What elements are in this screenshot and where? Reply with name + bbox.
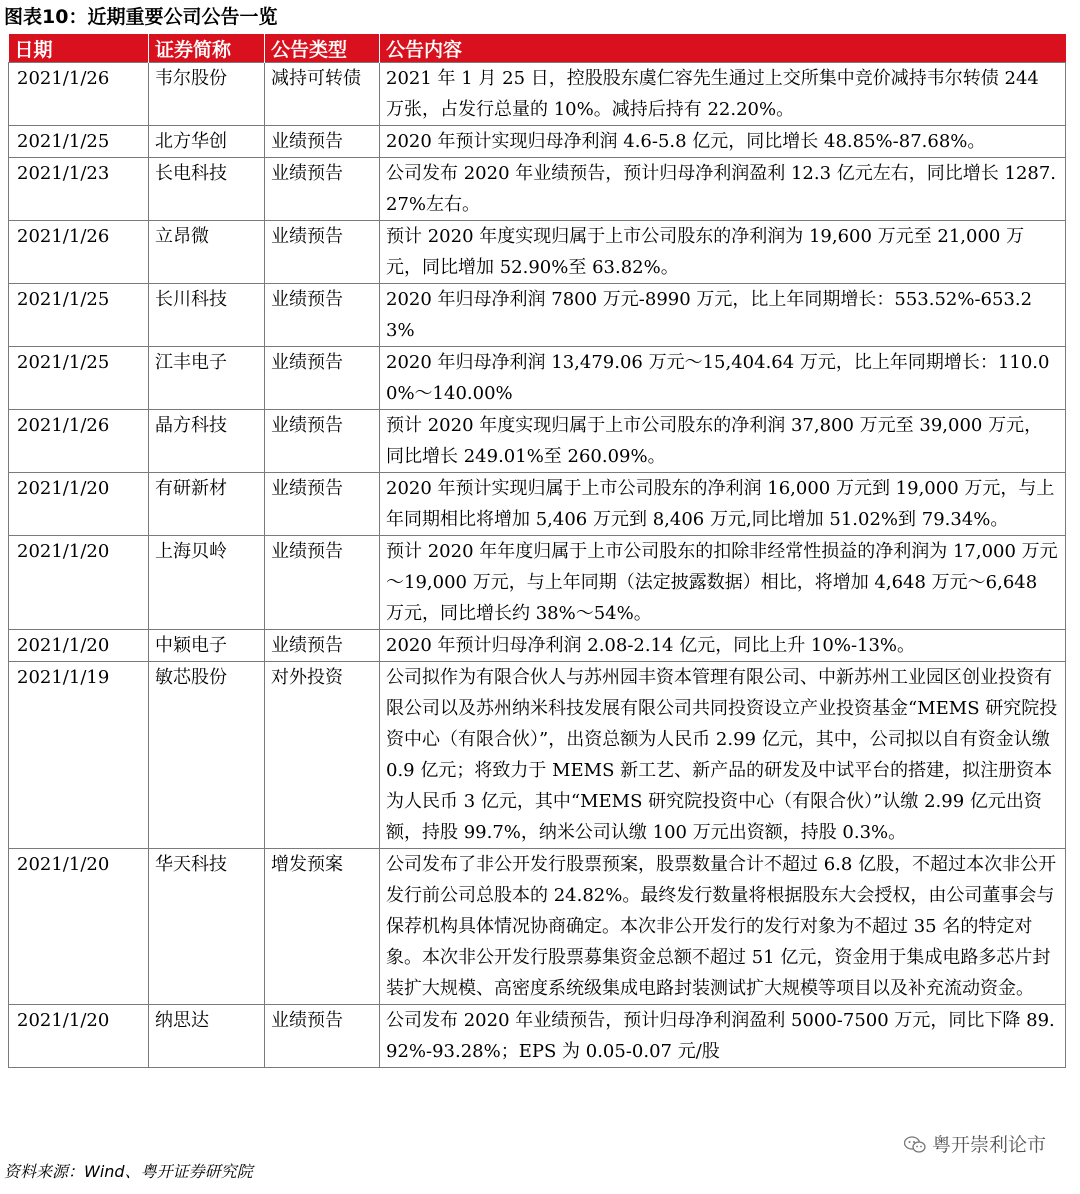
cell-announcement-type: 增发预案 — [265, 849, 380, 1005]
cell-announcement-type: 对外投资 — [265, 662, 380, 849]
cell-announcement-content: 2020 年预计实现归母净利润 4.6-5.8 亿元，同比增长 48.85%-87.68%。 — [380, 126, 1066, 158]
table-row — [9, 126, 1066, 158]
cell-announcement-type: 业绩预告 — [265, 536, 380, 630]
cell-announcement-content: 2021 年 1 月 25 日，控股股东虞仁容先生通过上交所集中竞价减持韦尔转债 244 万张，占发行总量的 10%。减持后持有 22.20%。 — [380, 63, 1066, 126]
cell-date: 2021/1/25 — [9, 284, 149, 347]
cell-announcement-type: 业绩预告 — [265, 126, 380, 158]
table-row — [9, 347, 1066, 410]
column-header-name: 证券简称 — [149, 34, 265, 63]
column-header-type: 公告类型 — [265, 34, 380, 63]
cell-security-name: 上海贝岭 — [149, 536, 265, 630]
table-header-row — [9, 34, 1066, 63]
cell-security-name: 纳思达 — [149, 1005, 265, 1068]
watermark-text: 粤开崇利论市 — [931, 1134, 1046, 1156]
cell-security-name: 北方华创 — [149, 126, 265, 158]
cell-announcement-content: 公司发布 2020 年业绩预告，预计归母净利润盈利 12.3 亿元左右，同比增长 1287.27%左右。 — [380, 158, 1066, 221]
cell-announcement-content: 预计 2020 年度实现归属于上市公司股东的净利润为 19,600 万元至 21,000 万元，同比增加 52.90%至 63.82%。 — [380, 221, 1066, 284]
cell-announcement-content: 2020 年归母净利润 7800 万元-8990 万元，比上年同期增长：553.52%-653.23% — [380, 284, 1066, 347]
figure-title: 图表10：近期重要公司公告一览 — [4, 6, 278, 28]
cell-announcement-content: 2020 年归母净利润 13,479.06 万元～15,404.64 万元，比上年同期增长：110.00%～140.00% — [380, 347, 1066, 410]
cell-date: 2021/1/20 — [9, 1005, 149, 1068]
table-row — [9, 63, 1066, 126]
cell-announcement-content: 2020 年预计实现归属于上市公司股东的净利润 16,000 万元到 19,000 万元，与上年同期相比将增加 5,406 万元到 8,406 万元,同比增加 51.02%到 79.34%。 — [380, 473, 1066, 536]
table-row — [9, 1005, 1066, 1068]
cell-date: 2021/1/25 — [9, 126, 149, 158]
cell-date: 2021/1/26 — [9, 63, 149, 126]
watermark — [898, 1130, 1046, 1160]
cell-security-name: 韦尔股份 — [149, 63, 265, 126]
table-row — [9, 158, 1066, 221]
table-row — [9, 662, 1066, 849]
cell-security-name: 立昂微 — [149, 221, 265, 284]
table-row — [9, 630, 1066, 662]
cell-announcement-type: 减持可转债 — [265, 63, 380, 126]
cell-announcement-content: 2020 年预计归母净利润 2.08-2.14 亿元，同比上升 10%-13%。 — [380, 630, 1066, 662]
cell-announcement-type: 业绩预告 — [265, 630, 380, 662]
cell-date: 2021/1/20 — [9, 536, 149, 630]
cell-announcement-type: 业绩预告 — [265, 221, 380, 284]
cell-security-name: 敏芯股份 — [149, 662, 265, 849]
cell-announcement-type: 业绩预告 — [265, 410, 380, 473]
cell-security-name: 晶方科技 — [149, 410, 265, 473]
cell-date: 2021/1/19 — [9, 662, 149, 849]
column-header-content: 公告内容 — [380, 34, 1066, 63]
cell-date: 2021/1/20 — [9, 849, 149, 1005]
cell-announcement-content: 公司发布 2020 年业绩预告，预计归母净利润盈利 5000-7500 万元，同比下降 89.92%-93.28%；EPS 为 0.05-0.07 元/股 — [380, 1005, 1066, 1068]
cell-announcement-type: 业绩预告 — [265, 473, 380, 536]
column-header-date: 日期 — [9, 34, 149, 63]
table-row — [9, 221, 1066, 284]
source-note: 资料来源：Wind、粤开证券研究院 — [4, 1162, 253, 1181]
table-row — [9, 849, 1066, 1005]
table-row — [9, 473, 1066, 536]
cell-security-name: 江丰电子 — [149, 347, 265, 410]
cell-security-name: 中颖电子 — [149, 630, 265, 662]
cell-date: 2021/1/20 — [9, 473, 149, 536]
cell-security-name: 有研新材 — [149, 473, 265, 536]
cell-announcement-type: 业绩预告 — [265, 347, 380, 410]
cell-date: 2021/1/26 — [9, 221, 149, 284]
table-row — [9, 284, 1066, 347]
table-row — [9, 536, 1066, 630]
announcement-table — [8, 34, 1066, 1068]
cell-security-name: 长电科技 — [149, 158, 265, 221]
cell-date: 2021/1/23 — [9, 158, 149, 221]
wechat-icon — [904, 1136, 926, 1154]
cell-announcement-content: 公司拟作为有限合伙人与苏州园丰资本管理有限公司、中新苏州工业园区创业投资有限公司以及苏州纳米科技发展有限公司共同投资设立产业投资基金“MEMS 研究院投资中心（有限合伙）”，出资总额为人民币 2.99 亿元，其中，公司拟以自有资金认缴 0.9 亿元；将致力于 MEMS 新工艺、新产品的研发及中试平台的搭建，拟注册资本为人民币 3 亿元，其中“MEMS 研究院投资中心（有限合伙）”认缴 2.99 亿元出资额，持股 99.7%，纳米公司认缴 100 万元出资额，持股 0.3%。 — [380, 662, 1066, 849]
cell-security-name: 长川科技 — [149, 284, 265, 347]
cell-announcement-content: 预计 2020 年度实现归属于上市公司股东的净利润 37,800 万元至 39,000 万元，同比增长 249.01%至 260.09%。 — [380, 410, 1066, 473]
cell-announcement-type: 业绩预告 — [265, 158, 380, 221]
cell-date: 2021/1/25 — [9, 347, 149, 410]
cell-date: 2021/1/20 — [9, 630, 149, 662]
cell-announcement-type: 业绩预告 — [265, 284, 380, 347]
cell-announcement-type: 业绩预告 — [265, 1005, 380, 1068]
cell-announcement-content: 预计 2020 年年度归属于上市公司股东的扣除非经常性损益的净利润为 17,000 万元～19,000 万元，与上年同期（法定披露数据）相比，将增加 4,648 万元～6,648 万元，同比增长约 38%～54%。 — [380, 536, 1066, 630]
table-row — [9, 410, 1066, 473]
cell-announcement-content: 公司发布了非公开发行股票预案，股票数量合计不超过 6.8 亿股，不超过本次非公开发行前公司总股本的 24.82%。最终发行数量将根据股东大会授权，由公司董事会与保荐机构具体情况协商确定。本次非公开发行的发行对象为不超过 35 名的特定对象。本次非公开发行股票募集资金总额不超过 51 亿元，资金用于集成电路多芯片封装扩大规模、高密度系统级集成电路封装测试扩大规模等项目以及补充流动资金。 — [380, 849, 1066, 1005]
cell-security-name: 华天科技 — [149, 849, 265, 1005]
cell-date: 2021/1/26 — [9, 410, 149, 473]
